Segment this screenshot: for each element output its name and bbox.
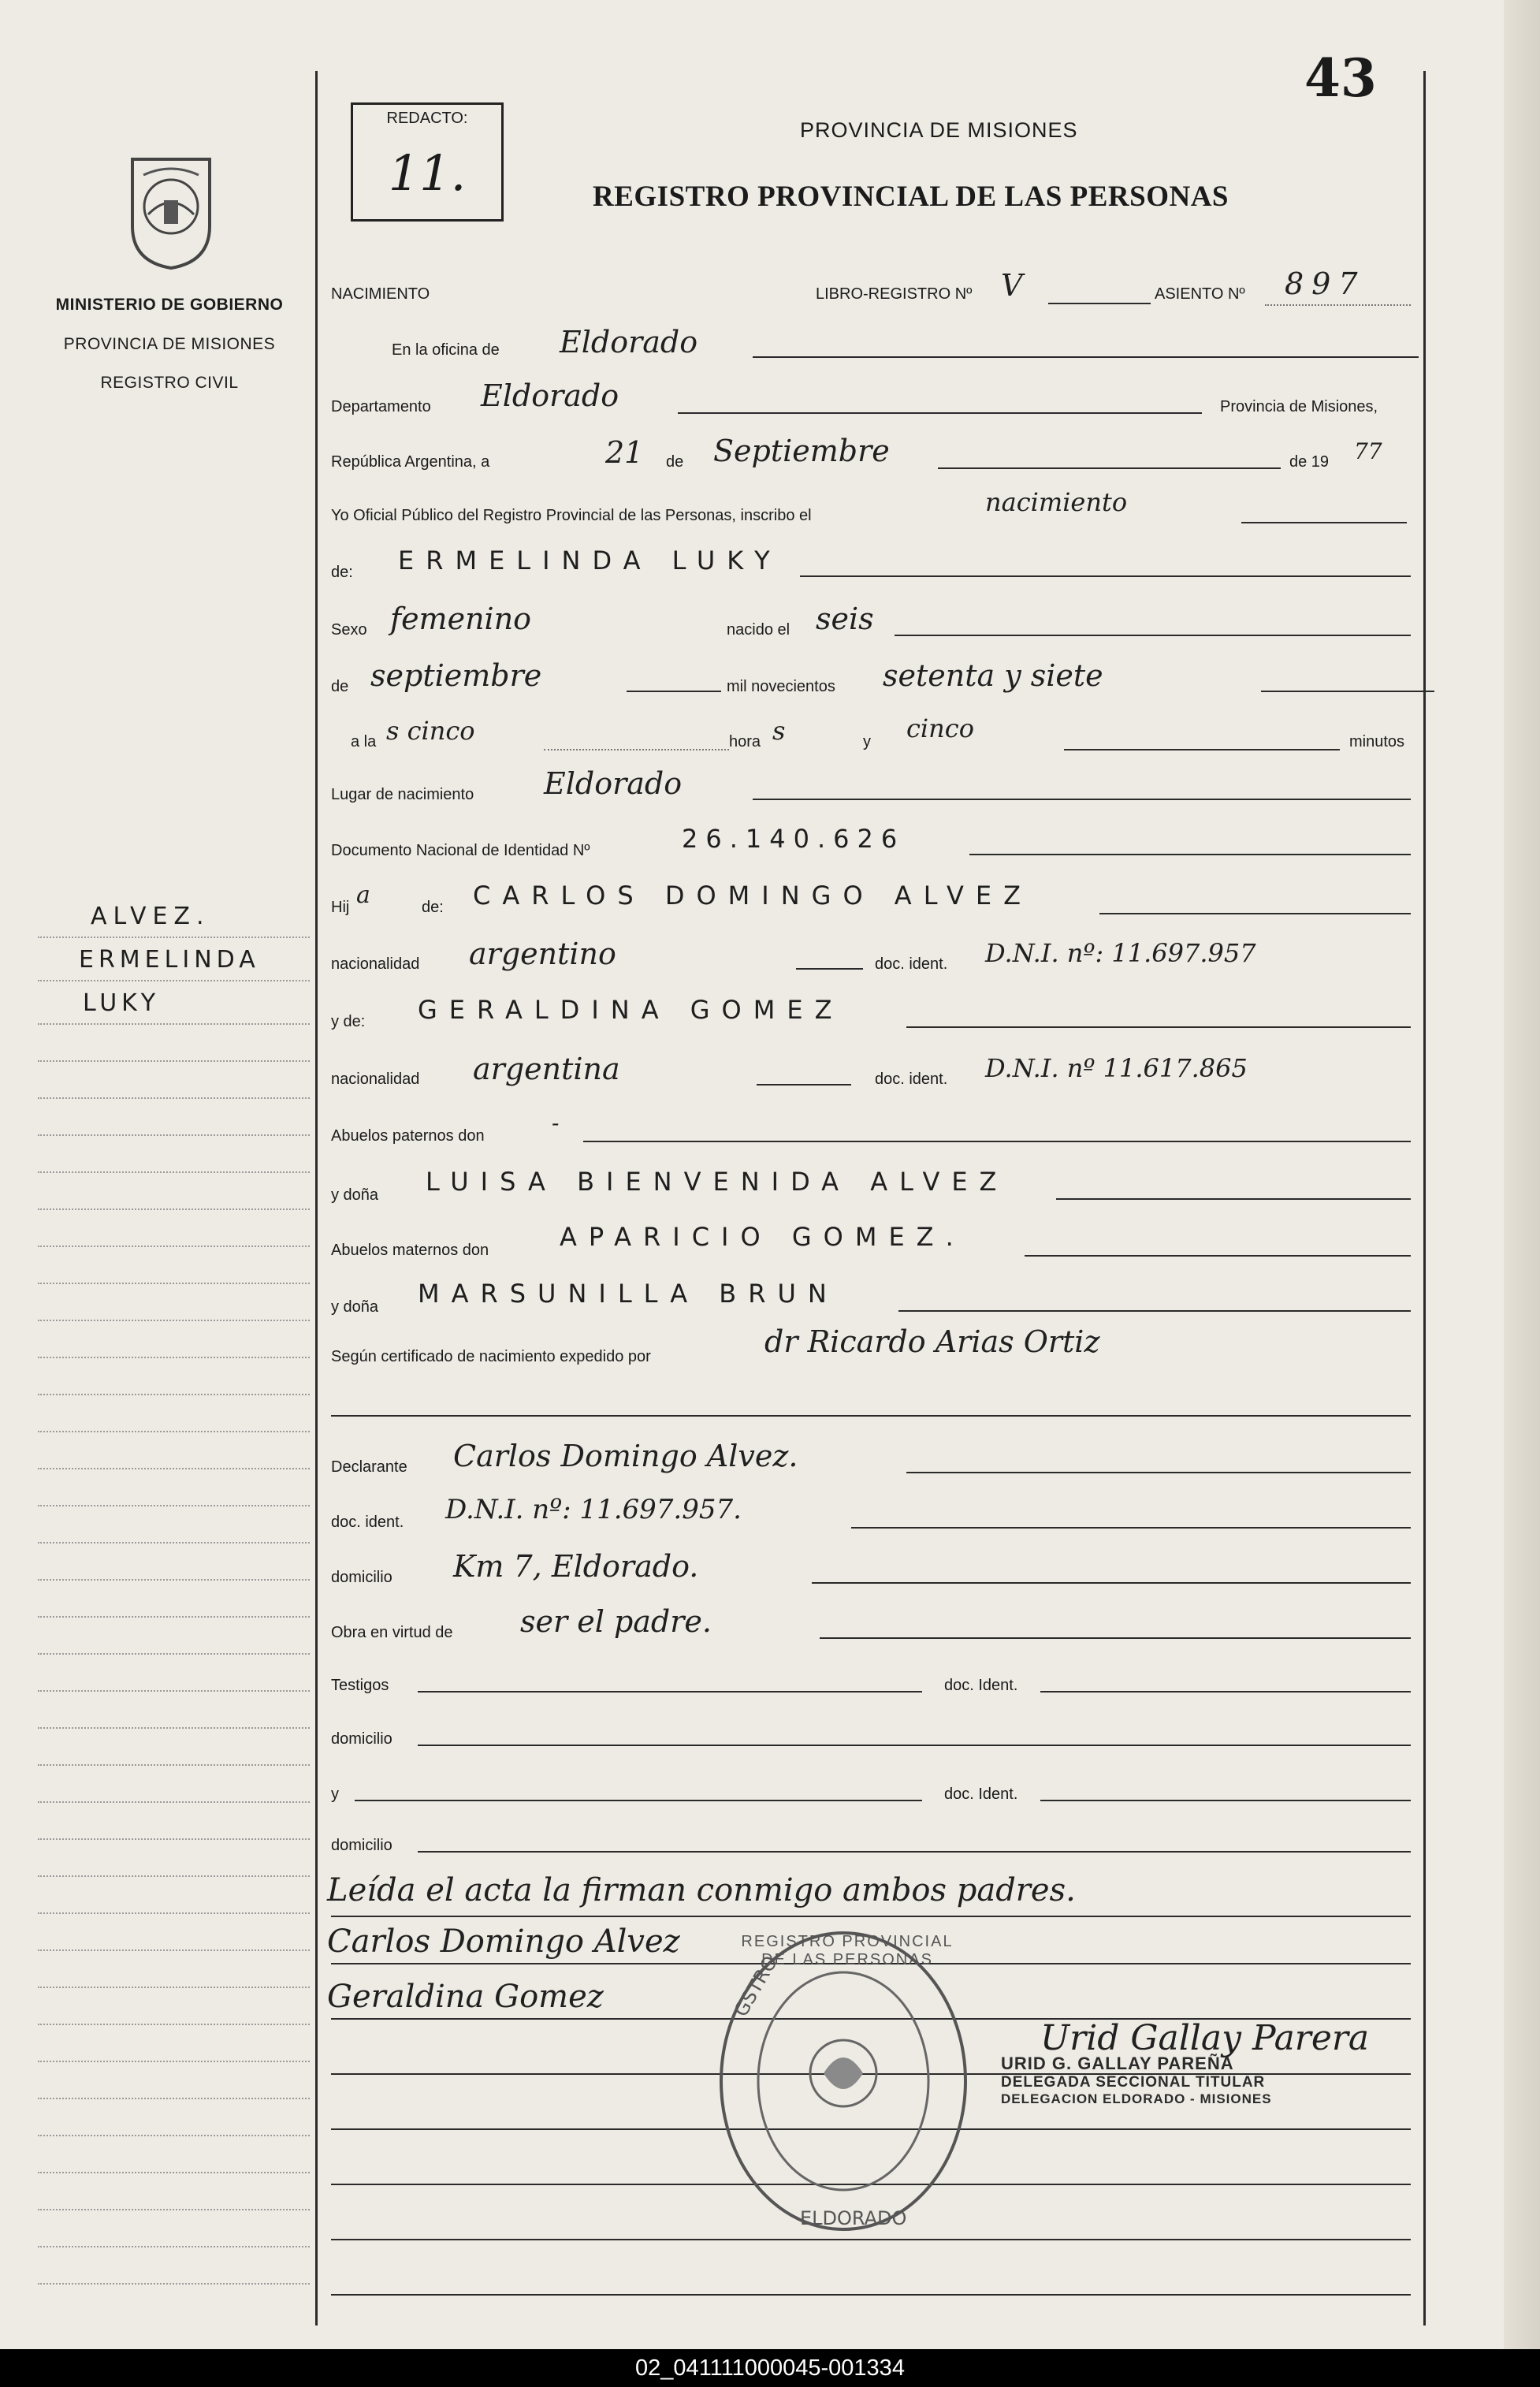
testigo2-doc-label: doc. Ident.: [944, 1786, 1018, 1803]
testigos-label: Testigos: [331, 1677, 389, 1694]
day-value: 21: [605, 435, 644, 470]
civil-registry-label: REGISTRO CIVIL: [100, 374, 239, 392]
hij-label: Hij: [331, 899, 350, 916]
libro-label: LIBRO-REGISTRO Nº: [816, 285, 973, 303]
de-birth-label: de: [331, 678, 349, 695]
province-heading: PROVINCIA DE MISIONES: [800, 118, 1078, 142]
signature-father: Carlos Domingo Alvez: [327, 1923, 680, 1960]
province-label: PROVINCIA DE MISIONES: [63, 335, 276, 353]
svg-text:GSTRO: GSTRO: [729, 1952, 783, 2020]
abuelos-paternos-value: -: [552, 1110, 560, 1136]
margin-note-line: LUKY: [83, 989, 161, 1017]
departamento-value: Eldorado: [481, 378, 619, 413]
certificado-value: dr Ricardo Arias Ortiz: [764, 1324, 1100, 1359]
official-office: DELEGACION ELDORADO - MISIONES: [1001, 2091, 1272, 2106]
mil-value: setenta y siete: [883, 658, 1103, 693]
obra-value: ser el padre.: [520, 1604, 712, 1639]
abuela-paterna-label: y doña: [331, 1186, 379, 1204]
mother-doc-label: doc. ident.: [875, 1071, 948, 1088]
official-title: DELEGADA SECCIONAL TITULAR: [1001, 2074, 1266, 2091]
abuelo-materno-value: APARICIO GOMEZ.: [560, 1222, 965, 1252]
margin-note-line: ALVEZ.: [91, 903, 210, 930]
testigo2-domicilio-label: domicilio: [331, 1837, 392, 1854]
dni-label: Documento Nacional de Identidad Nº: [331, 842, 590, 859]
father-nacionalidad-label: nacionalidad: [331, 955, 420, 973]
hij-suffix-value: a: [356, 881, 370, 909]
asiento-value: 897: [1285, 266, 1366, 301]
lugar-label: Lugar de nacimiento: [331, 786, 474, 803]
alas-value: s cinco: [386, 716, 475, 746]
child-name-value: ERMELINDA LUKY: [398, 546, 782, 575]
left-column: [0, 0, 315, 2349]
abuela-materna-label: y doña: [331, 1298, 379, 1316]
birth-month-value: septiembre: [370, 658, 542, 693]
testigo-doc-label: doc. Ident.: [944, 1677, 1018, 1694]
frame-left-line: [315, 71, 318, 2326]
month-value: Septiembre: [713, 434, 890, 468]
father-doc-value: D.N.I. nº: 11.697.957: [985, 938, 1256, 968]
testigo-domicilio-label: domicilio: [331, 1730, 392, 1748]
sexo-value: femenino: [390, 601, 532, 636]
provincia-label: Provincia de Misiones,: [1220, 398, 1378, 415]
de-name-label: de:: [331, 564, 353, 581]
abuela-materna-value: MARSUNILLA BRUN: [418, 1279, 839, 1309]
declarante-doc-value: D.N.I. nº: 11.697.957.: [445, 1494, 742, 1525]
mother-doc-value: D.N.I. nº 11.617.865: [985, 1053, 1248, 1083]
father-doc-label: doc. ident.: [875, 955, 948, 973]
abuelos-paternos-label: Abuelos paternos don: [331, 1127, 485, 1145]
declarante-doc-label: doc. ident.: [331, 1514, 404, 1531]
father-name-value: CARLOS DOMINGO ALVEZ: [473, 881, 1033, 910]
mother-nacionalidad-label: nacionalidad: [331, 1071, 420, 1088]
redacto-value: 11.: [388, 144, 467, 202]
provincial-emblem-icon: [125, 151, 218, 270]
horas-value: s: [772, 716, 786, 746]
seal-ring-text: REGISTRO PROVINCIAL DE LAS PERSONAS: [741, 1933, 954, 1968]
frame-right-line: [1423, 71, 1426, 2326]
domicilio-value: Km 7, Eldorado.: [453, 1549, 699, 1584]
minutos-label: minutos: [1349, 733, 1405, 750]
asiento-label: ASIENTO Nº: [1155, 285, 1245, 303]
margin-note-line: ERMELINDA: [79, 946, 260, 974]
hij-de-label: de:: [422, 899, 444, 916]
year-label: de 19: [1289, 453, 1330, 471]
official-stamp: [1001, 2054, 1348, 2107]
closing-note: Leída el acta la firman conmigo ambos padres.: [327, 1872, 1076, 1908]
mother-nationality-value: argentina: [473, 1052, 620, 1086]
oficial-label: Yo Oficial Público del Registro Provincial de las Personas, inscribo el: [331, 507, 812, 524]
obra-label: Obra en virtud de: [331, 1624, 453, 1641]
de-label: de: [666, 453, 684, 471]
oficial-value: nacimiento: [985, 487, 1128, 517]
certificado-label: Según certificado de nacimiento expedido por: [331, 1348, 651, 1365]
domicilio-label: domicilio: [331, 1569, 392, 1586]
redacto-box: [351, 102, 504, 222]
horas-label: hora: [729, 733, 761, 750]
registry-seal-icon: [713, 1923, 973, 2239]
declarante-label: Declarante: [331, 1458, 407, 1476]
seal-bottom-text: ELDORADO: [800, 2207, 907, 2229]
y-de-label: y de:: [331, 1013, 366, 1030]
ministry-label: MINISTERIO DE GOBIERNO: [55, 296, 284, 314]
abuelos-maternos-label: Abuelos maternos don: [331, 1242, 489, 1259]
scan-id-footer: 02_041111000045-001334: [0, 2349, 1540, 2387]
oficina-value: Eldorado: [560, 325, 698, 359]
nacido-value: seis: [816, 601, 874, 636]
mil-label: mil novecientos: [727, 678, 835, 695]
page-edge: [1504, 0, 1540, 2349]
nacido-label: nacido el: [727, 621, 790, 639]
section-label: NACIMIENTO: [331, 285, 430, 303]
testigo2-label: y: [331, 1786, 339, 1803]
republica-label: República Argentina, a: [331, 453, 490, 471]
departamento-label: Departamento: [331, 398, 431, 415]
declarante-value: Carlos Domingo Alvez.: [453, 1439, 798, 1473]
registry-title: REGISTRO PROVINCIAL DE LAS PERSONAS: [593, 181, 1229, 213]
mother-name-value: GERALDINA GOMEZ: [418, 995, 844, 1025]
dni-value: 26.140.626: [682, 824, 906, 854]
lugar-value: Eldorado: [544, 766, 683, 801]
page-number: 43: [1304, 47, 1377, 109]
redacto-label: REDACTO:: [386, 110, 468, 127]
sexo-label: Sexo: [331, 621, 367, 639]
alas-label: a la: [351, 733, 377, 750]
minutos-value: cinco: [906, 713, 974, 743]
oficina-label: En la oficina de: [392, 341, 500, 359]
abuela-paterna-value: LUISA BIENVENIDA ALVEZ: [426, 1167, 1009, 1197]
official-signature: Urid Gallay Parera: [1040, 2018, 1370, 2058]
y-label: y: [863, 733, 871, 750]
year-value: 77: [1354, 438, 1382, 464]
signature-mother: Geraldina Gomez: [327, 1979, 604, 2015]
father-nationality-value: argentino: [469, 937, 616, 971]
official-name: URID G. GALLAY PAREÑA: [1001, 2054, 1234, 2073]
libro-value: V: [1001, 268, 1023, 303]
